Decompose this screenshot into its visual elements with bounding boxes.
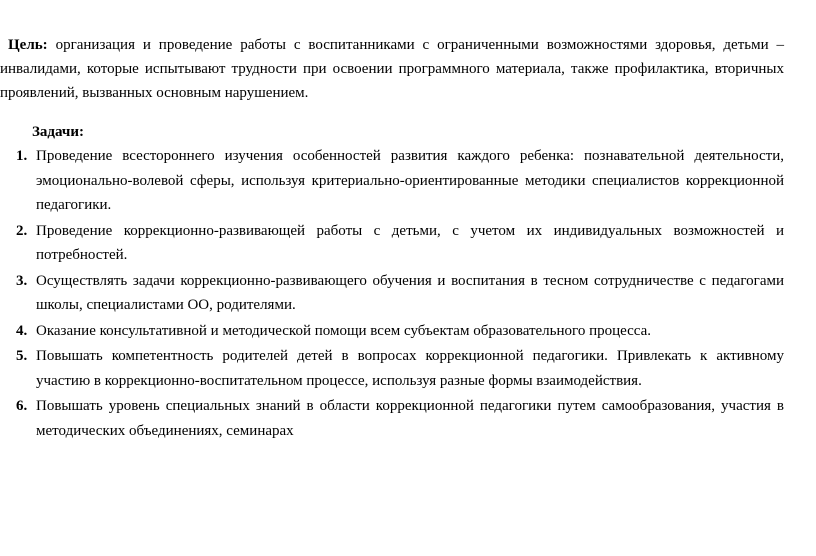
goal-text: организация и проведение работы с воспитанниками с ограниченными возможностями здоровья, детьми – инвалидами, которые испытывают трудности при освоении программного материала, также профилактика, вторичных проявлений, вызванных основным нарушением. xyxy=(0,37,785,101)
task-number: 3. xyxy=(16,272,28,289)
task-number: 4. xyxy=(16,322,28,339)
task-text: Осуществлять задачи коррекционно-развивающего обучения и воспитания в тесном сотрудничестве с педагогами школы, специалистами ОО, родителями. xyxy=(36,272,784,313)
task-number: 6. xyxy=(16,398,28,414)
task-number: 5. xyxy=(16,348,28,364)
task-item xyxy=(0,319,784,344)
task-number: 1. xyxy=(16,148,28,164)
goal-label: Цель: xyxy=(8,37,48,53)
tasks-list xyxy=(0,144,784,444)
tasks-heading: Задачи: xyxy=(32,124,85,140)
task-item xyxy=(0,269,784,318)
task-item xyxy=(0,219,784,268)
task-item xyxy=(0,344,784,393)
task-text: Проведение всестороннего изучения особенностей развития каждого ребенка: познавательной деятельности, эмоционально-волевой сферы, используя критериально-ориентированные методики специалистов коррекционной педагогики. xyxy=(36,148,784,213)
task-text: Повышать уровень специальных знаний в области коррекционной педагогики путем самообразования, участия в методических объединениях, семинарах xyxy=(36,398,784,439)
task-number: 2. xyxy=(16,222,28,239)
task-item xyxy=(0,394,784,443)
task-text: Оказание консультативной и методической помощи всем субъектам образовательного процесса. xyxy=(36,322,652,339)
task-text: Повышать компетентность родителей детей в вопросах коррекционной педагогики. Привлекать к активному участию в коррекционно-воспитательном процессе, используя разные формы взаимодействия. xyxy=(36,348,784,389)
task-text: Проведение коррекционно-развивающей работы с детьми, с учетом их индивидуальных возможностей и потребностей. xyxy=(36,222,784,263)
task-item xyxy=(0,144,784,218)
goal-paragraph xyxy=(0,33,784,105)
